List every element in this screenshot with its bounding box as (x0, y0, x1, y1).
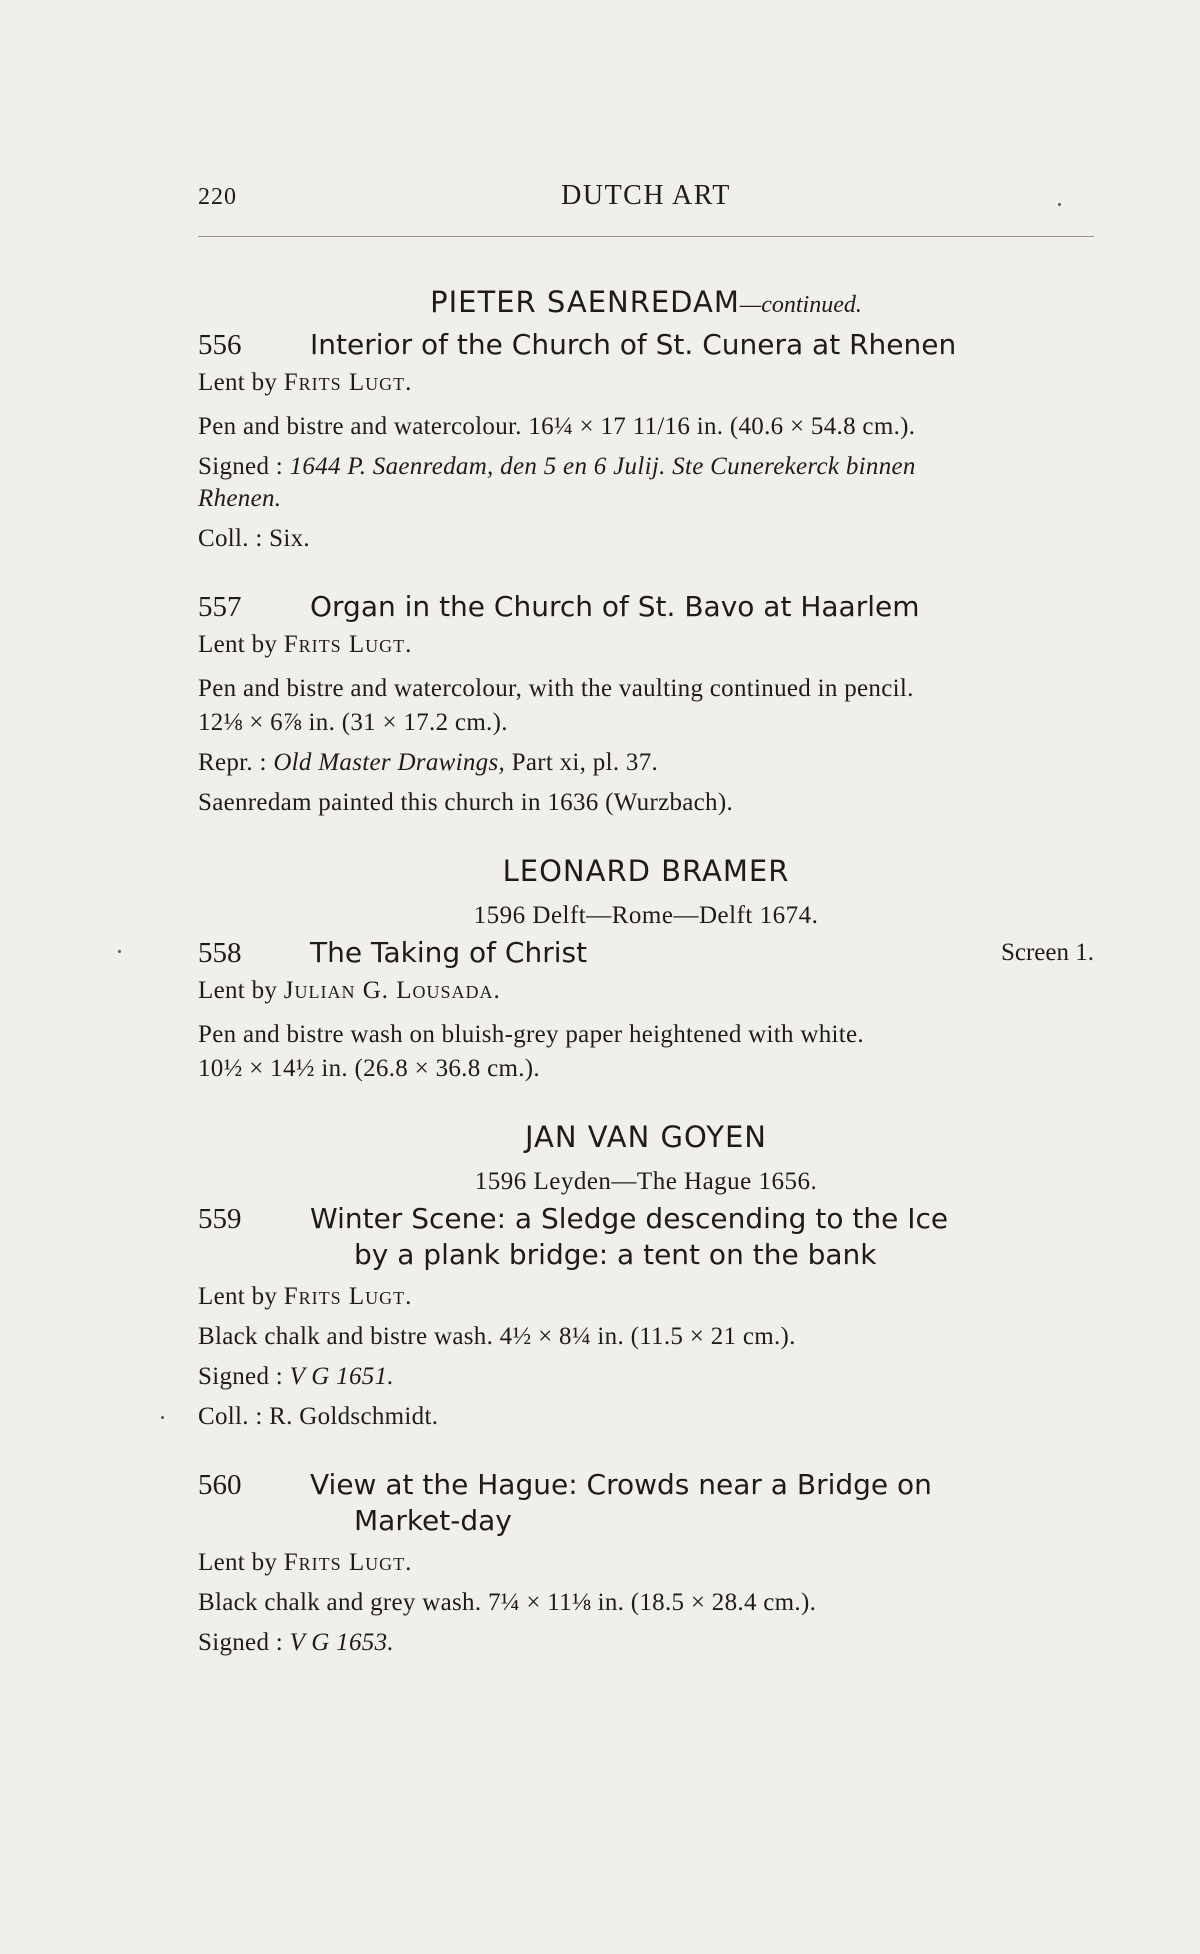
artist-heading-van-goyen: JAN VAN GOYEN (525, 1120, 767, 1154)
dimensions-line: 12⅛ × 6⅞ in. (31 × 17.2 cm.). (198, 709, 508, 736)
signed-label: Signed : (198, 453, 284, 480)
entry-title-row (198, 589, 1094, 625)
entry-title: View at the Hague: Crowds near a Bridge on (310, 1468, 932, 1501)
lender-line (198, 625, 1094, 665)
entry-number: 556 (198, 329, 242, 361)
medium-line: Black chalk and grey wash. 7¼ × 11⅛ in. (18.5 × 28.4 cm.). (198, 1589, 817, 1616)
entry-number: 559 (198, 1203, 242, 1235)
entry-title-row (198, 1201, 1094, 1273)
lender-prefix: Lent by (198, 1549, 278, 1576)
lender-name: Julian G. Lousada. (283, 977, 501, 1004)
artist-heading-bramer: LEONARD BRAMER (502, 854, 790, 888)
entry-title-row (198, 327, 1094, 363)
lender-name: Frits Lugt. (283, 631, 413, 658)
catalogue-entry-560 (198, 1467, 1094, 1663)
lender-prefix: Lent by (198, 977, 278, 1004)
lender-name: Frits Lugt. (283, 369, 413, 396)
entry-title: The Taking of Christ (310, 936, 588, 969)
medium-line: Pen and bistre wash on bluish-grey paper heightened with white. (198, 1021, 864, 1048)
catalogue-entry-556 (198, 327, 1094, 559)
artist-dates: 1596 Delft—Rome—Delft 1674. (473, 902, 819, 929)
location-label: Screen 1. (1000, 939, 1094, 966)
catalogue-content (198, 282, 1094, 1663)
medium-line: Pen and bistre and watercolour. 16¼ × 17 11/16 in. (40.6 × 54.8 cm.). (198, 413, 916, 440)
entry-number: 558 (198, 937, 242, 969)
running-title: DUTCH ART (561, 180, 731, 211)
page-number: 220 (198, 184, 237, 210)
repr-label: Repr. : (198, 749, 267, 776)
lender-prefix: Lent by (198, 369, 278, 396)
signature-text-continued: Rhenen. (198, 485, 282, 512)
collection-line: Coll. : R. Goldschmidt. (198, 1403, 439, 1430)
lender-prefix: Lent by (198, 631, 278, 658)
reproduction-line (198, 743, 1094, 783)
entry-title: Interior of the Church of St. Cunera at Rhenen (310, 328, 957, 361)
signed-line (198, 1357, 1094, 1397)
signed-line (198, 1623, 1094, 1663)
lender-prefix: Lent by (198, 1283, 278, 1310)
note-line: Saenredam painted this church in 1636 (Wurzbach). (198, 789, 734, 816)
entry-title-row (198, 1467, 1094, 1539)
lender-line (198, 1277, 1094, 1317)
lender-line (198, 363, 1094, 403)
medium-line: Black chalk and bistre wash. 4½ × 8¼ in. (11.5 × 21 cm.). (198, 1323, 796, 1350)
medium-line: Pen and bistre and watercolour, with the vaulting continued in pencil. (198, 675, 914, 702)
dimensions-line: 10½ × 14½ in. (26.8 × 36.8 cm.). (198, 1055, 540, 1082)
signature-text: V G 1651. (289, 1363, 394, 1390)
repr-detail: Part xi, pl. 37. (511, 749, 659, 776)
lender-name: Frits Lugt. (283, 1549, 413, 1576)
catalogue-entry-558 (198, 935, 1094, 1089)
signed-label: Signed : (198, 1629, 284, 1656)
artist-name: PIETER SAENREDAM (430, 285, 740, 319)
entry-title: Organ in the Church of St. Bavo at Haarlem (310, 590, 920, 623)
entry-title-row (198, 935, 1094, 971)
header-rule (198, 236, 1094, 237)
entry-title: Winter Scene: a Sledge descending to the Ice (310, 1202, 949, 1235)
entry-number: 557 (198, 591, 242, 623)
catalogue-entry-557 (198, 589, 1094, 823)
artist-dates: 1596 Leyden—The Hague 1656. (474, 1168, 818, 1195)
lender-line (198, 1543, 1094, 1583)
repr-title: Old Master Drawings, (273, 749, 506, 776)
running-head (198, 178, 1094, 222)
paper-speck (118, 950, 121, 953)
catalogue-entry-559 (198, 1201, 1094, 1437)
paper-speck (161, 1416, 164, 1419)
entry-number: 560 (198, 1469, 242, 1501)
signature-text: V G 1653. (289, 1629, 394, 1656)
entry-title-continued: Market-day (354, 1504, 512, 1537)
collection-line: Coll. : Six. (198, 525, 310, 552)
signed-label: Signed : (198, 1363, 284, 1390)
artist-heading-saenredam (198, 282, 1094, 325)
paper-speck (1058, 203, 1061, 206)
continued-note: —continued. (739, 292, 862, 318)
lender-name: Frits Lugt. (283, 1283, 413, 1310)
lender-line (198, 971, 1094, 1011)
entry-title-continued: by a plank bridge: a tent on the bank (354, 1238, 877, 1271)
signature-text: 1644 P. Saenredam, den 5 en 6 Julij. Ste Cunerekerck binnen (289, 453, 916, 480)
